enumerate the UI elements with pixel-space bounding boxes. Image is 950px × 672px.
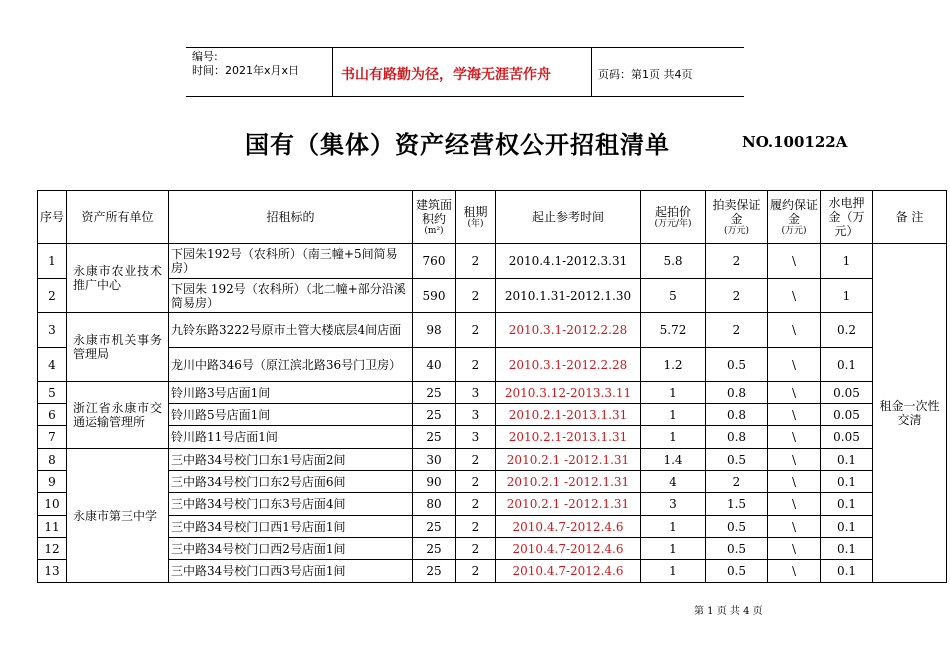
- header-divider: [591, 48, 592, 96]
- number-label: 编号:: [192, 50, 218, 63]
- col-auction-deposit-unit: (万元): [723, 225, 750, 236]
- col-perf-deposit: [768, 191, 821, 244]
- cell-area: 30: [413, 449, 456, 471]
- header-motto: 书山有路勤为径，学海无涯苦作舟: [341, 67, 551, 83]
- cell-auction-deposit: 2: [706, 471, 768, 493]
- cell-seq: 11: [38, 516, 67, 538]
- col-area: [413, 191, 456, 244]
- cell-area: 98: [413, 313, 456, 348]
- table-row: [38, 493, 947, 516]
- cell-seq: 4: [38, 348, 67, 382]
- cell-area: 760: [413, 244, 456, 279]
- cell-auction-deposit: 0.8: [706, 382, 768, 404]
- cell-term: 2: [456, 493, 496, 516]
- cell-util-deposit: 0.1: [821, 516, 873, 538]
- page-footer: 第 1 页 共 4 页: [694, 606, 763, 617]
- col-auction-deposit-label: 拍卖保证金: [712, 197, 761, 226]
- cell-remark: 租金一次性交清: [873, 244, 947, 583]
- table-row: [38, 313, 947, 348]
- table-body: [38, 244, 947, 583]
- table-row: [38, 404, 947, 426]
- col-target: 招租标的: [169, 191, 413, 244]
- cell-util-deposit: 0.05: [821, 426, 873, 449]
- cell-seq: 6: [38, 404, 67, 426]
- cell-util-deposit: 1: [821, 244, 873, 279]
- cell-area: 40: [413, 348, 456, 382]
- col-price: [641, 191, 706, 244]
- col-price-label: 起拍价: [654, 204, 691, 219]
- cell-area: 590: [413, 279, 456, 313]
- cell-seq: 12: [38, 538, 67, 560]
- col-auction-deposit: [706, 191, 768, 244]
- cell-seq: 7: [38, 426, 67, 449]
- table-row: [38, 560, 947, 583]
- cell-term: 2: [456, 449, 496, 471]
- table-row: [38, 426, 947, 449]
- cell-seq: 3: [38, 313, 67, 348]
- cell-term: 2: [456, 313, 496, 348]
- cell-util-deposit: 0.05: [821, 404, 873, 426]
- cell-area: 25: [413, 404, 456, 426]
- cell-price: 1: [641, 538, 706, 560]
- cell-auction-deposit: 0.8: [706, 404, 768, 426]
- cell-area: 25: [413, 516, 456, 538]
- cell-auction-deposit: 0.8: [706, 426, 768, 449]
- cell-util-deposit: 0.1: [821, 538, 873, 560]
- cell-util-deposit: 0.05: [821, 382, 873, 404]
- cell-target: 铃川路11号店面1间: [169, 426, 413, 449]
- cell-target: 下园朱192号（农科所）（南三幢+5间简易房）: [169, 244, 413, 279]
- cell-term: 2: [456, 471, 496, 493]
- cell-owner: 永康市机关事务管理局: [67, 313, 169, 382]
- cell-period: 2010.4.7-2012.4.6: [496, 516, 641, 538]
- cell-target: 铃川路3号店面1间: [169, 382, 413, 404]
- cell-period: 2010.4.7-2012.4.6: [496, 538, 641, 560]
- cell-area: 25: [413, 426, 456, 449]
- cell-term: 2: [456, 279, 496, 313]
- cell-auction-deposit: 0.5: [706, 538, 768, 560]
- cell-period: 2010.2.1 -2012.1.31: [496, 471, 641, 493]
- document-title: 国有（集体）资产经营权公开招租清单: [245, 131, 670, 159]
- cell-seq: 2: [38, 279, 67, 313]
- col-perf-deposit-unit: (万元): [781, 225, 807, 236]
- cell-perf-deposit: \: [768, 404, 821, 426]
- cell-target: 下园朱 192号（农科所）（北二幢+部分沿溪简易房）: [169, 279, 413, 313]
- cell-period: 2010.3.12-2013.3.11: [496, 382, 641, 404]
- cell-term: 3: [456, 382, 496, 404]
- time-label: 时间：2021年x月x日: [192, 64, 300, 77]
- cell-area: 25: [413, 560, 456, 583]
- cell-util-deposit: 0.1: [821, 348, 873, 382]
- table-row: [38, 382, 947, 404]
- table-header-row: [38, 191, 947, 244]
- lease-table: [37, 190, 947, 583]
- cell-price: 1: [641, 404, 706, 426]
- cell-term: 3: [456, 426, 496, 449]
- cell-price: 3: [641, 493, 706, 516]
- cell-auction-deposit: 1.5: [706, 493, 768, 516]
- cell-period: 2010.2.1-2013.1.31: [496, 426, 641, 449]
- cell-perf-deposit: \: [768, 348, 821, 382]
- cell-owner: 浙江省永康市交通运输管理所: [67, 382, 169, 449]
- cell-seq: 13: [38, 560, 67, 583]
- cell-period: 2010.4.7-2012.4.6: [496, 560, 641, 583]
- table-row: [38, 279, 947, 313]
- cell-util-deposit: 0.1: [821, 471, 873, 493]
- cell-area: 25: [413, 382, 456, 404]
- cell-seq: 5: [38, 382, 67, 404]
- cell-seq: 1: [38, 244, 67, 279]
- cell-area: 80: [413, 493, 456, 516]
- cell-price: 1: [641, 560, 706, 583]
- table-row: [38, 516, 947, 538]
- cell-util-deposit: 0.1: [821, 449, 873, 471]
- cell-target: 三中路34号校门口西2号店面1间: [169, 538, 413, 560]
- cell-price: 1: [641, 426, 706, 449]
- cell-seq: 10: [38, 493, 67, 516]
- col-price-unit: (万元/年): [654, 218, 692, 229]
- cell-seq: 9: [38, 471, 67, 493]
- cell-price: 4: [641, 471, 706, 493]
- cell-auction-deposit: 2: [706, 279, 768, 313]
- header-meta: [192, 50, 299, 78]
- cell-period: 2010.3.1-2012.2.28: [496, 313, 641, 348]
- cell-target: 三中路34号校门口东3号店面4间: [169, 493, 413, 516]
- table-row: [38, 348, 947, 382]
- table-row: [38, 449, 947, 471]
- col-util-deposit: 水电押金（万元）: [821, 191, 873, 244]
- cell-owner: 永康市农业技术推广中心: [67, 244, 169, 313]
- cell-target: 三中路34号校门口东1号店面2间: [169, 449, 413, 471]
- col-seq: 序号: [38, 191, 67, 244]
- cell-auction-deposit: 2: [706, 244, 768, 279]
- cell-target: 龙川中路346号（原江滨北路36号门卫房）: [169, 348, 413, 382]
- cell-util-deposit: 0.2: [821, 313, 873, 348]
- cell-price: 5: [641, 279, 706, 313]
- cell-seq: 8: [38, 449, 67, 471]
- cell-perf-deposit: \: [768, 493, 821, 516]
- cell-period: 2010.3.1-2012.2.28: [496, 348, 641, 382]
- header-divider: [332, 48, 333, 96]
- col-term-label: 租期: [463, 204, 488, 219]
- cell-auction-deposit: 2: [706, 313, 768, 348]
- cell-owner: 永康市第三中学: [67, 449, 169, 583]
- cell-perf-deposit: \: [768, 426, 821, 449]
- cell-auction-deposit: 0.5: [706, 449, 768, 471]
- cell-period: 2010.2.1-2013.1.31: [496, 404, 641, 426]
- cell-perf-deposit: \: [768, 449, 821, 471]
- cell-term: 2: [456, 538, 496, 560]
- col-area-unit: (m²): [424, 225, 444, 236]
- cell-auction-deposit: 0.5: [706, 348, 768, 382]
- table-row: [38, 538, 947, 560]
- page-header: [186, 47, 744, 97]
- cell-target: 九铃东路3222号原市土管大楼底层4间店面: [169, 313, 413, 348]
- col-area-label: 建筑面积约: [415, 197, 452, 226]
- cell-perf-deposit: \: [768, 279, 821, 313]
- cell-term: 2: [456, 560, 496, 583]
- cell-util-deposit: 0.1: [821, 560, 873, 583]
- col-perf-deposit-label: 履约保证金: [770, 197, 819, 226]
- cell-term: 2: [456, 244, 496, 279]
- col-term-unit: (年): [467, 218, 484, 229]
- cell-perf-deposit: \: [768, 516, 821, 538]
- cell-term: 3: [456, 404, 496, 426]
- cell-util-deposit: 1: [821, 279, 873, 313]
- cell-target: 三中路34号校门口西1号店面1间: [169, 516, 413, 538]
- cell-period: 2010.2.1 -2012.1.31: [496, 449, 641, 471]
- col-period: 起止参考时间: [496, 191, 641, 244]
- cell-price: 1.4: [641, 449, 706, 471]
- cell-perf-deposit: \: [768, 244, 821, 279]
- cell-price: 1.2: [641, 348, 706, 382]
- cell-price: 1: [641, 516, 706, 538]
- col-owner: 资产所有单位: [67, 191, 169, 244]
- cell-price: 5.72: [641, 313, 706, 348]
- col-remark: 备 注: [873, 191, 947, 244]
- cell-term: 2: [456, 348, 496, 382]
- cell-perf-deposit: \: [768, 382, 821, 404]
- cell-util-deposit: 0.1: [821, 493, 873, 516]
- table-row: [38, 244, 947, 279]
- header-page-label: 页码：第1页 共4页: [598, 68, 693, 81]
- cell-auction-deposit: 0.5: [706, 516, 768, 538]
- cell-perf-deposit: \: [768, 313, 821, 348]
- cell-area: 25: [413, 538, 456, 560]
- cell-target: 三中路34号校门口西3号店面1间: [169, 560, 413, 583]
- cell-area: 90: [413, 471, 456, 493]
- col-term: [456, 191, 496, 244]
- cell-period: 2010.4.1-2012.3.31: [496, 244, 641, 279]
- cell-perf-deposit: \: [768, 471, 821, 493]
- cell-period: 2010.1.31-2012.1.30: [496, 279, 641, 313]
- cell-term: 2: [456, 516, 496, 538]
- cell-target: 铃川路5号店面1间: [169, 404, 413, 426]
- cell-target: 三中路34号校门口东2号店面6间: [169, 471, 413, 493]
- cell-price: 5.8: [641, 244, 706, 279]
- cell-perf-deposit: \: [768, 538, 821, 560]
- table-row: [38, 471, 947, 493]
- cell-perf-deposit: \: [768, 560, 821, 583]
- cell-period: 2010.2.1 -2012.1.31: [496, 493, 641, 516]
- cell-price: 1: [641, 382, 706, 404]
- cell-auction-deposit: 0.5: [706, 560, 768, 583]
- document-number: NO.100122A: [742, 133, 848, 151]
